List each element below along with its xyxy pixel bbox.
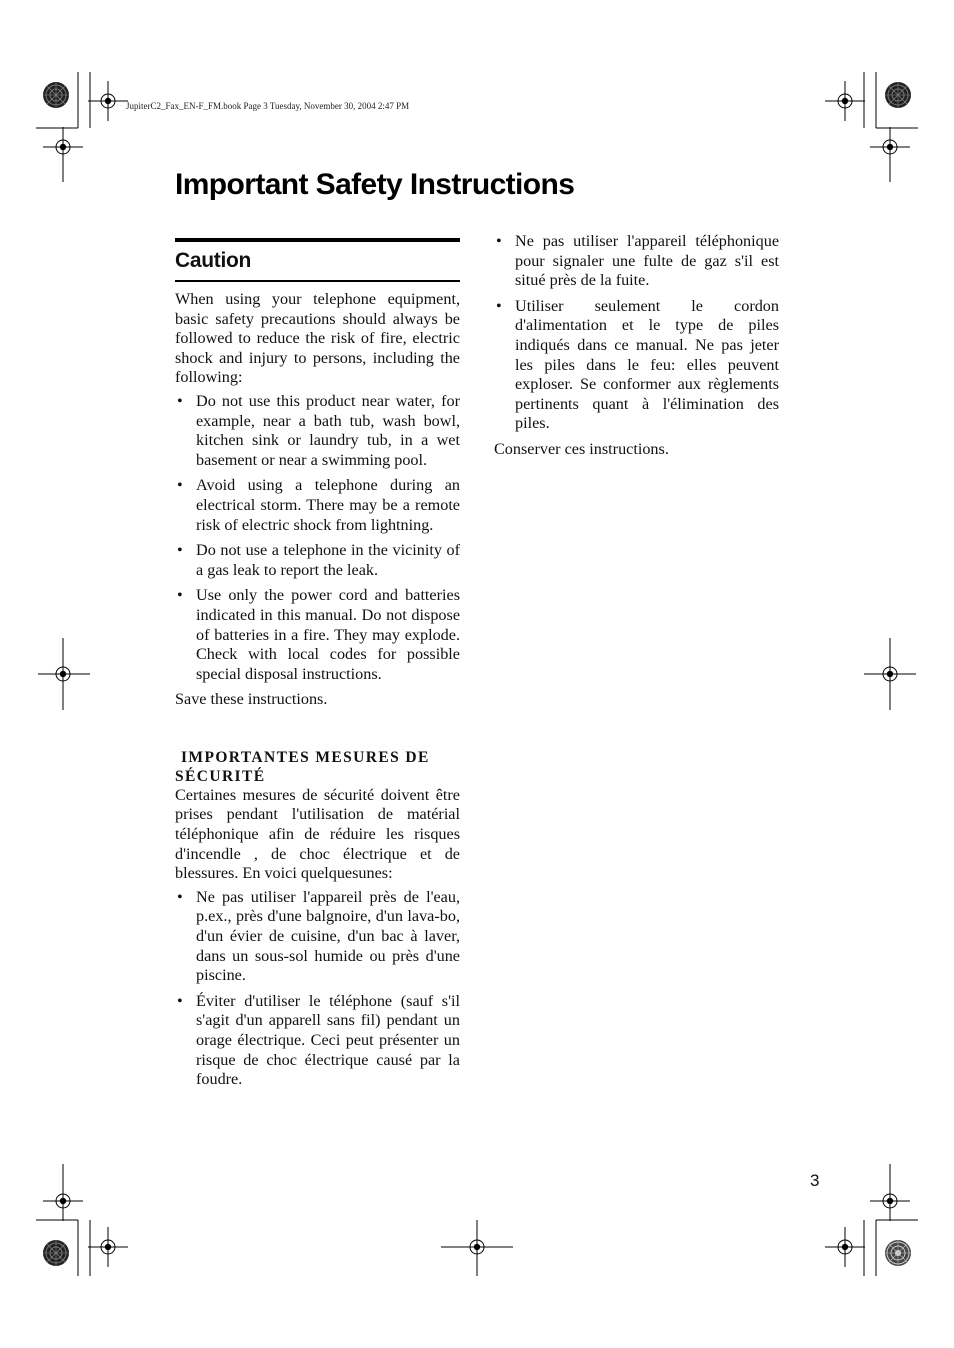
crosshair-icon (825, 1227, 865, 1267)
list-item (175, 992, 460, 1090)
right-column (494, 232, 779, 460)
list-item-text: Use only the power cord and batteries indicated in this manual. Do not dispose of batteries in a fire. They may explode. Check with local codes for possible special disposal instructions. (196, 586, 460, 683)
bullet-icon: • (177, 887, 183, 906)
list-item-text: Utiliser seulement le cordon d'alimentation et le type de piles indiqués dans ce manual. Ne pas jeter les piles dans le feu: elles peuvent exploser. Se conformer aux règlements pertinents quant à l'élimination des piles. (515, 296, 779, 433)
bullet-icon: • (177, 476, 183, 495)
bullet-icon: • (177, 391, 183, 410)
caution-closing: Save these instructions. (175, 690, 328, 709)
french-list-left (175, 888, 460, 1090)
registration-target-icon (43, 82, 69, 108)
french-intro: Certaines mesures de sécurité doivent être prises pendant l'utilisation de matérial téléphonique afin de réduire les risques d'incendle , de choc électrique et de blessures. En voici quelquesunes: (175, 785, 460, 883)
crosshair-icon (88, 81, 128, 121)
crosshair-icon (825, 81, 865, 121)
bullet-icon: • (496, 232, 502, 250)
book-info-header: JupiterC2_Fax_EN-F_FM.book Page 3 Tuesday, November 30, 2004 2:47 PM (126, 101, 410, 111)
bullet-icon: • (496, 296, 502, 315)
list-item-text: Éviter d'utiliser le téléphone (sauf s'il s'agit d'un apparell sans fil) pendant un orage électrique. Ceci peut présenter un risque de choc électrique causé par la foudre. (196, 991, 460, 1089)
bullet-icon: • (177, 991, 183, 1010)
list-item-text: Do not use this product near water, for example, near a bath tub, wash bowl, kitchen sink or laundry tub, in a wet basement or near a swimming pool. (196, 391, 460, 469)
caution-intro: When using your telephone equipment, basic safety precautions should always be followed to reduce the risk of fire, electric shock and injury to persons, including the following: (175, 290, 460, 387)
french-list-right (494, 232, 779, 434)
list-item (175, 888, 460, 986)
list-item (175, 392, 460, 470)
page-title: Important Safety Instructions (175, 168, 575, 201)
crosshair-icon (88, 1227, 128, 1267)
registration-target-icon (43, 1240, 69, 1266)
registration-target-icon (885, 82, 911, 108)
page-number: 3 (810, 1171, 820, 1190)
left-column (175, 238, 460, 1096)
list-item (494, 232, 779, 291)
french-heading (175, 748, 460, 786)
list-item-text: Ne pas utiliser l'appareil près de l'eau, p.ex., près d'une balgnoire, d'un lava-bo, d'un évier de cuisine, d'un bac à laver, dans un sous-sol humide ou près d'une piscine. (196, 887, 460, 985)
caution-rule-top (175, 238, 460, 242)
caution-heading: Caution (175, 249, 252, 272)
list-item (175, 586, 460, 684)
list-item (175, 541, 460, 580)
bullet-icon: • (177, 586, 183, 605)
list-item (494, 297, 779, 434)
french-heading-line1: IMPORTANTES MESURES DE (181, 748, 430, 766)
caution-rule-bottom (175, 280, 460, 282)
caution-list (175, 392, 460, 684)
french-closing: Conserver ces instructions. (494, 439, 669, 458)
registration-target-icon (885, 1240, 911, 1266)
list-item-text: Ne pas utiliser l'appareil téléphonique pour signaler une fulte de gaz s'il est situé près de la fuite. (515, 232, 779, 290)
list-item (175, 476, 460, 535)
list-item-text: Do not use a telephone in the vicinity of a gas leak to report the leak. (196, 541, 460, 579)
bullet-icon: • (177, 541, 183, 560)
french-heading-line2: SÉCURITÉ (175, 767, 266, 785)
list-item-text: Avoid using a telephone during an electrical storm. There may be a remote risk of electric shock from lightning. (196, 476, 460, 534)
